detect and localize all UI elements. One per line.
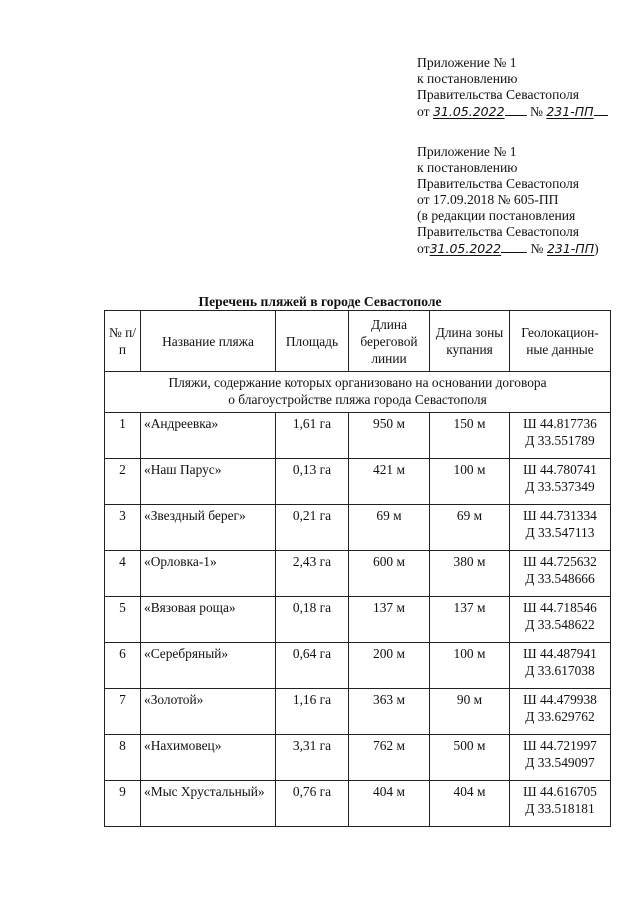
date-prefix: от (417, 241, 430, 256)
cell-num: 4 (105, 551, 141, 597)
cell-name: «Нахимовец» (141, 735, 276, 781)
appendix-line: (в редакции постановления (417, 208, 576, 223)
handwritten-date: 31.05.2022 (432, 104, 505, 119)
cell-geo (510, 413, 611, 459)
appendix-line: Приложение № 1 (417, 55, 517, 70)
cell-shore: 421 м (349, 459, 430, 505)
cell-name: «Вязовая роща» (141, 597, 276, 643)
appendix-line: от 17.09.2018 № 605-ПП (417, 192, 559, 207)
cell-shore: 600 м (349, 551, 430, 597)
table-row (105, 597, 611, 643)
underline-blank (501, 240, 527, 253)
table-row (105, 735, 611, 781)
cell-num: 2 (105, 459, 141, 505)
cell-num: 1 (105, 413, 141, 459)
geo-longitude: Д 33.548622 (525, 617, 595, 632)
cell-shore: 363 м (349, 689, 430, 735)
cell-shore: 200 м (349, 643, 430, 689)
handwritten-number: 231-ПП (546, 241, 595, 256)
appendix-line: Приложение № 1 (417, 144, 517, 159)
geo-latitude: Ш 44.780741 (523, 462, 597, 477)
geo-latitude: Ш 44.731334 (523, 508, 597, 523)
cell-area: 3,31 га (276, 735, 349, 781)
cell-shore: 137 м (349, 597, 430, 643)
geo-longitude: Д 33.547113 (525, 525, 595, 540)
geo-longitude: Д 33.548666 (525, 571, 595, 586)
appendix-current-block (417, 55, 608, 119)
cell-area: 1,61 га (276, 413, 349, 459)
cell-num: 5 (105, 597, 141, 643)
header-geolocation: Геолокацион-ные данные (510, 311, 611, 372)
appendix-date-line (417, 103, 608, 119)
cell-swim: 380 м (430, 551, 510, 597)
table-row (105, 551, 611, 597)
cell-area: 0,18 га (276, 597, 349, 643)
header-shore-length: Длина береговой линии (349, 311, 430, 372)
cell-geo (510, 689, 611, 735)
cell-name: «Орловка-1» (141, 551, 276, 597)
cell-area: 1,16 га (276, 689, 349, 735)
cell-swim: 500 м (430, 735, 510, 781)
appendix-line: к постановлению (417, 160, 518, 175)
underline-blank (594, 103, 608, 116)
cell-shore: 404 м (349, 781, 430, 827)
geo-latitude: Ш 44.725632 (523, 554, 597, 569)
geo-longitude: Д 33.629762 (525, 709, 595, 724)
section-line: Пляжи, содержание которых организовано на основании договора (168, 375, 547, 390)
cell-name: «Золотой» (141, 689, 276, 735)
table-row (105, 781, 611, 827)
geo-longitude: Д 33.518181 (525, 801, 595, 816)
cell-num: 3 (105, 505, 141, 551)
table-row (105, 689, 611, 735)
cell-num: 8 (105, 735, 141, 781)
cell-geo (510, 597, 611, 643)
cell-geo (510, 551, 611, 597)
cell-swim: 100 м (430, 643, 510, 689)
cell-name: «Серебряный» (141, 643, 276, 689)
geo-longitude: Д 33.549097 (525, 755, 595, 770)
appendix-original-block (417, 144, 599, 256)
cell-area: 0,21 га (276, 505, 349, 551)
geo-latitude: Ш 44.487941 (523, 646, 597, 661)
geo-latitude: Ш 44.817736 (523, 416, 597, 431)
cell-swim: 150 м (430, 413, 510, 459)
cell-area: 2,43 га (276, 551, 349, 597)
close-paren: ) (594, 241, 599, 256)
beaches-table (104, 310, 611, 827)
header-area: Площадь (276, 311, 349, 372)
cell-geo (510, 781, 611, 827)
header-name: Название пляжа (141, 311, 276, 372)
section-row (105, 372, 611, 413)
appendix-line: Правительства Севастополя (417, 87, 580, 102)
cell-name: «Мыс Хрустальный» (141, 781, 276, 827)
appendix-date-line (417, 240, 599, 256)
cell-shore: 69 м (349, 505, 430, 551)
cell-swim: 137 м (430, 597, 510, 643)
cell-geo (510, 459, 611, 505)
table-row (105, 459, 611, 505)
table-row (105, 505, 611, 551)
geo-longitude: Д 33.617038 (525, 663, 595, 678)
header-swim-zone-length: Длина зоны купания (430, 311, 510, 372)
date-prefix: от (417, 104, 430, 119)
cell-name: «Звездный берег» (141, 505, 276, 551)
document-title: Перечень пляжей в городе Севастополе (198, 294, 442, 309)
cell-num: 7 (105, 689, 141, 735)
handwritten-number: 231-ПП (546, 104, 594, 119)
appendix-line: Правительства Севастополя (417, 224, 580, 239)
cell-name: «Наш Парус» (141, 459, 276, 505)
cell-num: 9 (105, 781, 141, 827)
cell-swim: 69 м (430, 505, 510, 551)
cell-geo (510, 735, 611, 781)
cell-area: 0,64 га (276, 643, 349, 689)
table-header-row (105, 311, 611, 372)
table-row (105, 643, 611, 689)
geo-latitude: Ш 44.616705 (523, 784, 597, 799)
cell-shore: 950 м (349, 413, 430, 459)
cell-name: «Андреевка» (141, 413, 276, 459)
number-prefix: № (529, 104, 543, 119)
cell-swim: 100 м (430, 459, 510, 505)
cell-geo (510, 505, 611, 551)
section-heading (105, 372, 611, 413)
cell-num: 6 (105, 643, 141, 689)
cell-area: 0,13 га (276, 459, 349, 505)
appendix-line: к постановлению (417, 71, 518, 86)
cell-area: 0,76 га (276, 781, 349, 827)
underline-blank (505, 103, 527, 116)
cell-geo (510, 643, 611, 689)
handwritten-date: 31.05.2022 (429, 241, 502, 256)
table-row (105, 413, 611, 459)
cell-swim: 90 м (430, 689, 510, 735)
header-num: № п/п (105, 311, 141, 372)
geo-latitude: Ш 44.721997 (523, 738, 597, 753)
geo-longitude: Д 33.551789 (525, 433, 595, 448)
geo-latitude: Ш 44.718546 (523, 600, 597, 615)
geo-longitude: Д 33.537349 (525, 479, 595, 494)
number-prefix: № (530, 241, 544, 256)
appendix-line: Правительства Севастополя (417, 176, 580, 191)
geo-latitude: Ш 44.479938 (523, 692, 597, 707)
section-line: о благоустройстве пляжа города Севастополя (228, 392, 487, 407)
cell-swim: 404 м (430, 781, 510, 827)
cell-shore: 762 м (349, 735, 430, 781)
